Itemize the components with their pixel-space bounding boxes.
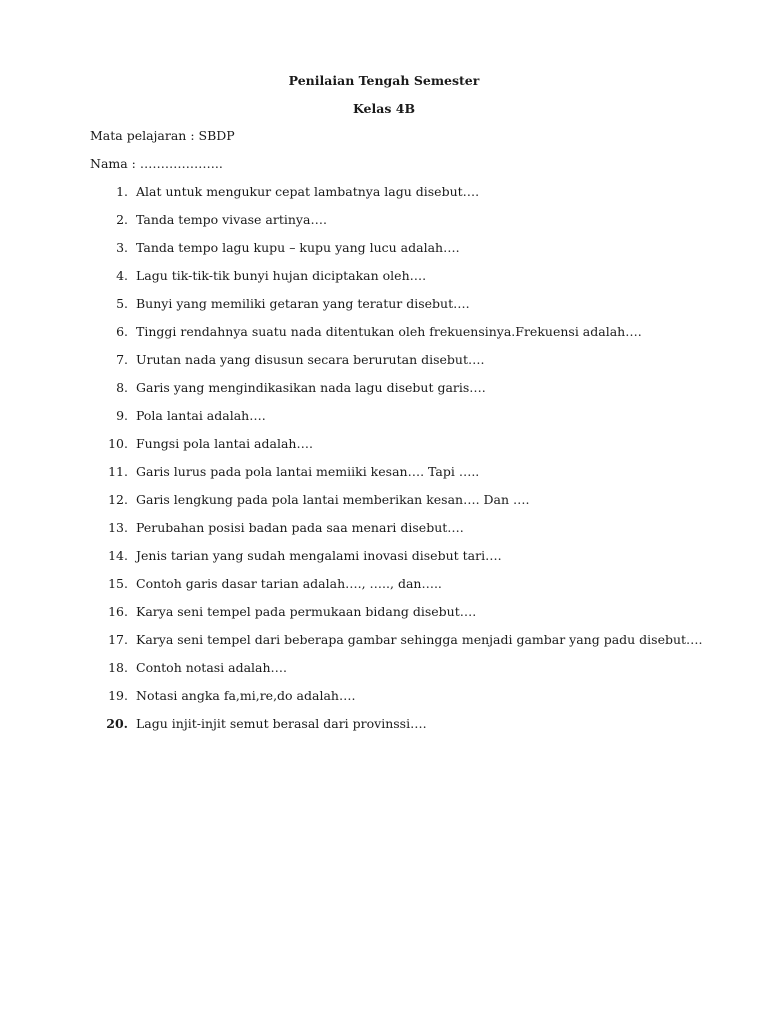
page-title: Penilaian Tengah Semester: [288, 73, 480, 88]
question-number: 18.: [108, 660, 128, 675]
question-number: 7.: [116, 352, 128, 367]
question-number: 20.: [106, 716, 128, 731]
question-number: 8.: [116, 380, 128, 395]
question-item: [0, 380, 768, 408]
question-item: [0, 604, 768, 632]
question-text: Karya seni tempel pada permukaan bidang disebut….: [136, 604, 477, 619]
question-number: 1.: [116, 184, 128, 199]
subject-field: Mata pelajaran : SBDP: [90, 128, 235, 143]
question-text: Jenis tarian yang sudah mengalami inovasi disebut tari….: [136, 548, 502, 563]
question-text: Lagu tik-tik-tik bunyi hujan diciptakan oleh….: [136, 268, 427, 283]
question-number: 2.: [116, 212, 128, 227]
question-number: 13.: [108, 520, 128, 535]
question-item: [0, 688, 768, 716]
question-number: 4.: [116, 268, 128, 283]
question-number: 12.: [108, 492, 128, 507]
question-text: Bunyi yang memiliki getaran yang teratur disebut….: [136, 296, 470, 311]
question-text: Contoh garis dasar tarian adalah…., ….., dan…..: [136, 576, 442, 591]
question-item: [0, 716, 768, 744]
question-number: 19.: [108, 688, 128, 703]
question-item: [0, 352, 768, 380]
question-item: [0, 436, 768, 464]
question-list: [0, 184, 768, 744]
question-item: [0, 240, 768, 268]
question-text: Contoh notasi adalah….: [136, 660, 288, 675]
question-number: 14.: [108, 548, 128, 563]
question-number: 16.: [108, 604, 128, 619]
question-text: Lagu injit-injit semut berasal dari provinssi….: [136, 716, 427, 731]
question-item: [0, 184, 768, 212]
question-text: Tinggi rendahnya suatu nada ditentukan oleh frekuensinya.Frekuensi adalah….: [136, 324, 642, 339]
question-text: Alat untuk mengukur cepat lambatnya lagu disebut….: [136, 184, 480, 199]
question-item: [0, 548, 768, 576]
question-item: [0, 464, 768, 492]
question-number: 10.: [108, 436, 128, 451]
question-text: Fungsi pola lantai adalah….: [136, 436, 313, 451]
question-item: [0, 576, 768, 604]
question-text: Perubahan posisi badan pada saa menari disebut….: [136, 520, 464, 535]
question-number: 9.: [116, 408, 128, 423]
question-item: [0, 632, 768, 660]
question-item: [0, 660, 768, 688]
question-number: 6.: [116, 324, 128, 339]
question-item: [0, 296, 768, 324]
question-text: Garis yang mengindikasikan nada lagu disebut garis….: [136, 380, 486, 395]
question-item: [0, 492, 768, 520]
name-field: Nama : ………………..: [90, 156, 223, 171]
question-item: [0, 520, 768, 548]
question-item: [0, 408, 768, 436]
question-text: Tanda tempo lagu kupu – kupu yang lucu adalah….: [136, 240, 460, 255]
question-text: Pola lantai adalah….: [136, 408, 266, 423]
question-text: Urutan nada yang disusun secara berurutan disebut….: [136, 352, 485, 367]
class-title: Kelas 4B: [352, 101, 416, 116]
question-text: Garis lengkung pada pola lantai memberikan kesan…. Dan ….: [136, 492, 530, 507]
question-text: Tanda tempo vivase artinya….: [136, 212, 327, 227]
question-item: [0, 324, 768, 352]
question-number: 5.: [116, 296, 128, 311]
question-text: Garis lurus pada pola lantai memiiki kesan…. Tapi …..: [136, 464, 480, 479]
question-number: 11.: [108, 464, 128, 479]
question-number: 3.: [116, 240, 128, 255]
question-item: [0, 212, 768, 240]
question-number: 15.: [108, 576, 128, 591]
question-text: Karya seni tempel dari beberapa gambar sehingga menjadi gambar yang padu disebut….: [136, 632, 703, 647]
question-item: [0, 268, 768, 296]
question-text: Notasi angka fa,mi,re,do adalah….: [136, 688, 356, 703]
question-number: 17.: [108, 632, 128, 647]
